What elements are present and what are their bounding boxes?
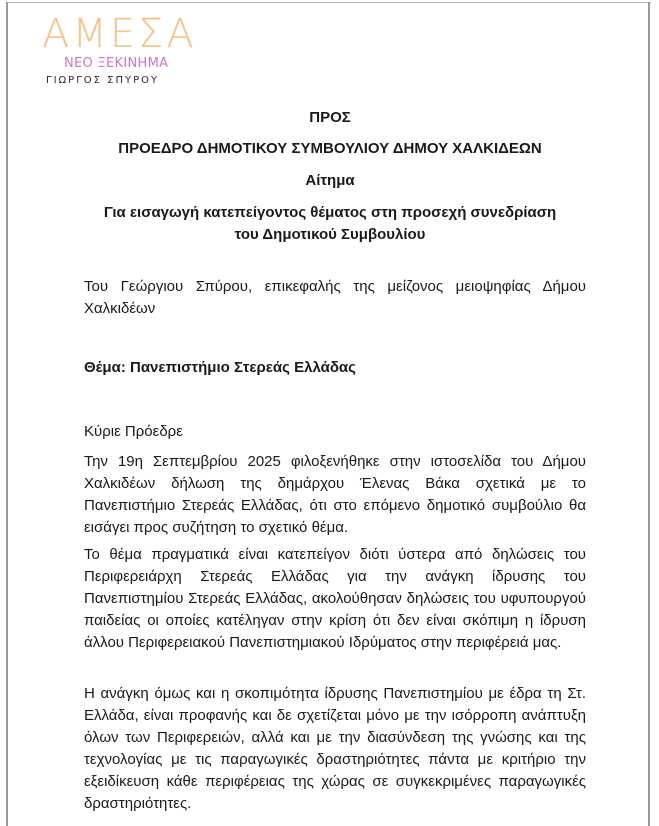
paragraph-2: Το θέμα πραγματικά είναι κατεπείγον διότι ύστερα από δηλώσεις του Περιφερειάρχη Στερεάς Ελλάδας για την ανάγκη ίδρυσης του Πανεπιστημίου Στερεάς Ελλάδας, ακολούθησαν δηλώσεις του υφυπουργού παιδείας οι οποίες κατέληγαν στην κρίση ότι δεν είναι σκόπιμη η ίδρυση άλλου Περιφερειακού Πανεπιστημιακού Ιδρύματος στην περιφέρειά μας.	[84, 546, 586, 651]
sender-line: Του Γεώργιου Σπύρου, επικεφαλής της μείζονος μειοψηφίας Δήμου Χαλκιδέων	[84, 278, 586, 317]
page-border-left	[6, 2, 8, 826]
subject-line: Θέμα: Πανεπιστήμιο Στερεάς Ελλάδας	[84, 359, 356, 376]
paragraph-1: Την 19η Σεπτεμβρίου 2025 φιλοξενήθηκε στην ιστοσελίδα του Δήμου Χαλκιδέων δήλωση της δημάρχου Έλενας Βάκα σχετικά με το Πανεπιστήμιο Στερεάς Ελλάδας, ότι στο επόμενο δημοτικό συμβούλιο θα εισάγει προς συζήτηση το σχετικό θέμα.	[84, 453, 586, 536]
logo-title: ΑΜΕΣΑ	[42, 11, 197, 57]
salutation: Κύριε Πρόεδρε	[84, 423, 183, 440]
header-to: ΠΡΟΣ	[309, 109, 351, 126]
logo-name: ΓΙΩΡΓΟΣ ΣΠΥΡΟΥ	[46, 75, 160, 86]
logo	[42, 11, 197, 87]
page-border-right	[648, 2, 650, 826]
logo-subtitle: ΝΕΟ ΞΕΚΙΝΗΜΑ	[64, 56, 169, 71]
header-recipient: ΠΡΟΕΔΡΟ ΔΗΜΟΤΙΚΟΥ ΣΥΜΒΟΥΛΙΟΥ ΔΗΜΟΥ ΧΑΛΚΙΔΕΩΝ	[118, 140, 542, 157]
page-border-top	[6, 2, 651, 3]
header-doc-type: Αίτημα	[305, 172, 355, 189]
paragraph-3: Η ανάγκη όμως και η σκοπιμότητα ίδρυσης Πανεπιστημίου με έδρα τη Στ. Ελλάδα, είναι προφανής και δε σχετίζεται μόνο με την ισόρροπη ανάπτυξη όλων των Περιφερειών, αλλά και με την διασύνδεση της γνώσης και της τεχνολογίας με τις παραγωγικές δραστηριότητες πάντα με κριτήριο την εξειδίκευση κάθε περιφέρειας της χώρας σε συγκεκριμένες παραγωγικές δραστηριότητες.	[84, 685, 586, 812]
header-purpose: Για εισαγωγή κατεπείγοντος θέματος στη προσεχή συνεδρίαση του Δημοτικού Συμβουλίου	[103, 204, 557, 243]
